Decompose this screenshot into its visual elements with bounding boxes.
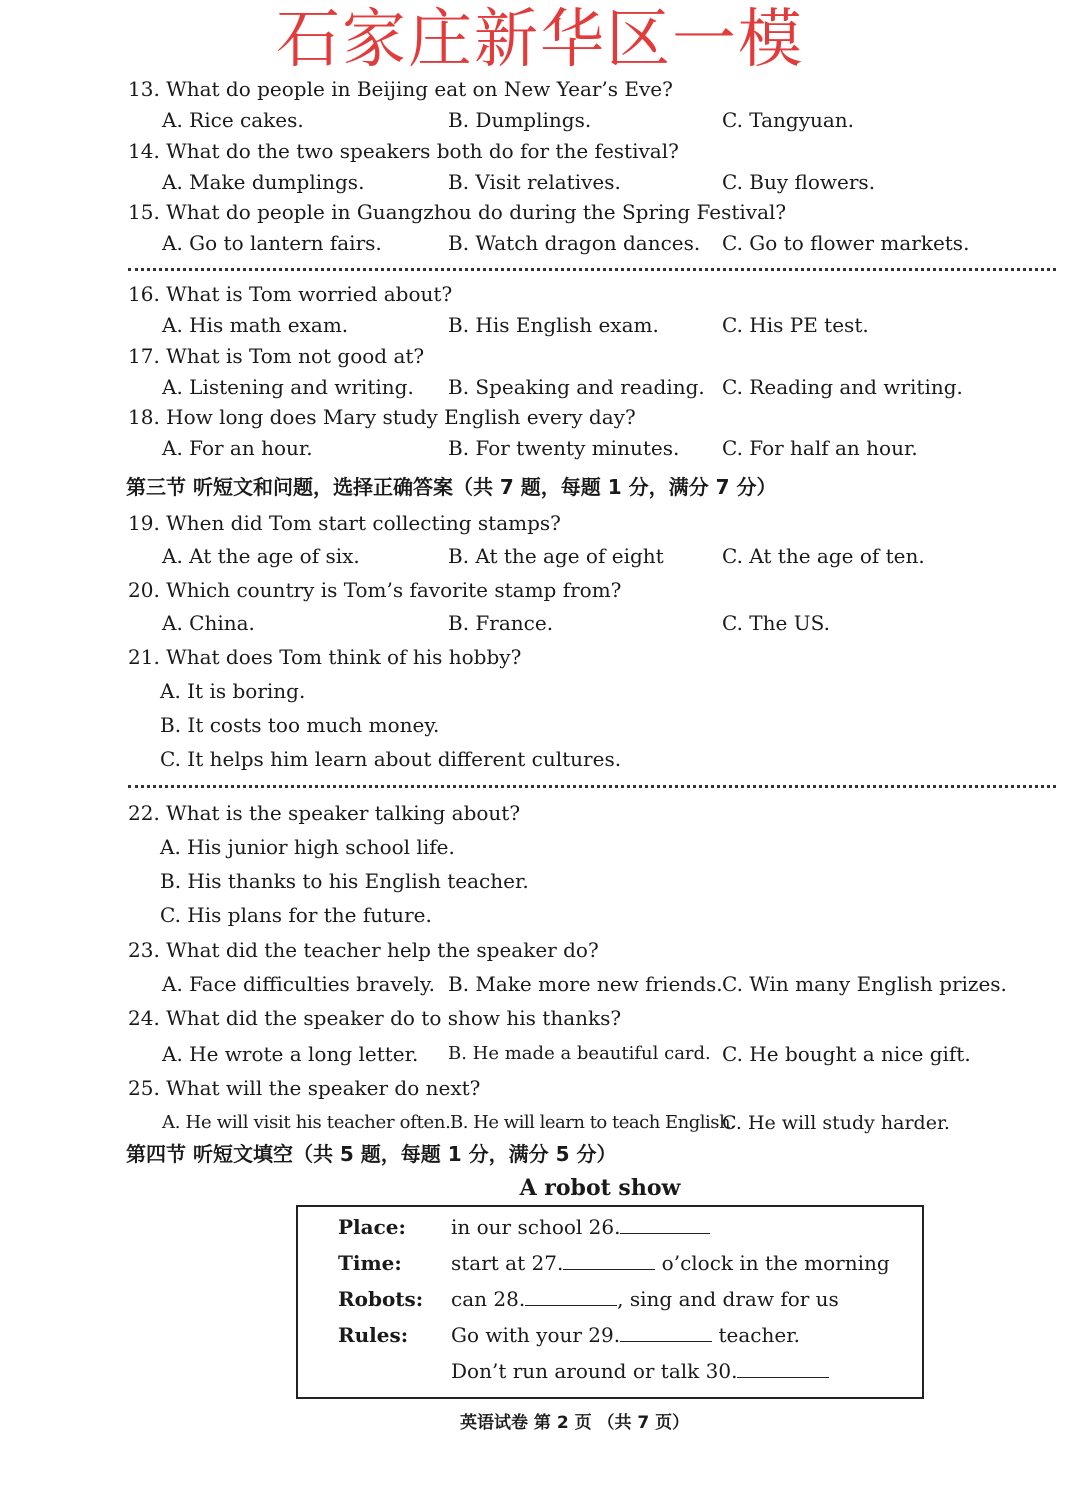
question-24: 24. What did the speaker do to show his thanks? xyxy=(128,1006,622,1030)
q22-option-b: B. His thanks to his English teacher. xyxy=(160,869,529,893)
q22-option-c: C. His plans for the future. xyxy=(160,903,432,927)
rules-suffix-1: teacher. xyxy=(718,1323,800,1347)
dotted-divider xyxy=(128,785,1056,788)
question-13: 13. What do people in Beijing eat on New Year’s Eve? xyxy=(128,77,673,101)
place-text: in our school 26. xyxy=(451,1215,621,1239)
dotted-divider xyxy=(128,268,1056,271)
q23-option-b: B. Make more new friends. xyxy=(448,972,723,996)
q21-option-b: B. It costs too much money. xyxy=(160,713,440,737)
q16-option-a: A. His math exam. xyxy=(162,313,349,337)
blank-30[interactable] xyxy=(737,1359,829,1378)
rules-text-1: Go with your 29. xyxy=(451,1323,621,1347)
q15-option-b: B. Watch dragon dances. xyxy=(448,231,701,255)
question-23: 23. What did the teacher help the speaker do? xyxy=(128,938,599,962)
q18-option-c: C. For half an hour. xyxy=(722,436,918,460)
q18-option-a: A. For an hour. xyxy=(162,436,313,460)
q16-option-b: B. His English exam. xyxy=(448,313,659,337)
question-18: 18. How long does Mary study English every day? xyxy=(128,405,636,429)
rules-text-2: Don’t run around or talk 30. xyxy=(451,1359,738,1383)
time-row xyxy=(451,1249,890,1277)
q20-option-c: C. The US. xyxy=(722,611,830,635)
blank-29[interactable] xyxy=(620,1323,712,1342)
q23-option-a: A. Face difficulties bravely. xyxy=(162,972,435,996)
rules-label: Rules: xyxy=(338,1323,409,1347)
q19-option-b: B. At the age of eight xyxy=(448,544,664,568)
q24-option-b: B. He made a beautiful card. xyxy=(448,1043,711,1064)
question-25: 25. What will the speaker do next? xyxy=(128,1076,481,1100)
q25-option-b: B. He will learn to teach English. xyxy=(450,1112,736,1133)
q22-option-a: A. His junior high school life. xyxy=(160,835,455,859)
rules-row-2 xyxy=(451,1357,829,1385)
q21-option-a: A. It is boring. xyxy=(160,679,306,703)
q17-option-a: A. Listening and writing. xyxy=(162,375,414,399)
q15-option-c: C. Go to flower markets. xyxy=(722,231,970,255)
q13-option-c: C. Tangyuan. xyxy=(722,108,855,132)
q24-option-c: C. He bought a nice gift. xyxy=(722,1042,971,1066)
q14-option-c: C. Buy flowers. xyxy=(722,170,876,194)
question-17: 17. What is Tom not good at? xyxy=(128,344,425,368)
q17-option-c: C. Reading and writing. xyxy=(722,375,963,399)
time-text: start at 27. xyxy=(451,1251,564,1275)
q19-option-c: C. At the age of ten. xyxy=(722,544,925,568)
q17-option-b: B. Speaking and reading. xyxy=(448,375,705,399)
q15-option-a: A. Go to lantern fairs. xyxy=(162,231,382,255)
q25-option-c: C. He will study harder. xyxy=(722,1112,950,1134)
q19-option-a: A. At the age of six. xyxy=(162,544,360,568)
q24-option-a: A. He wrote a long letter. xyxy=(162,1042,419,1066)
robots-label: Robots: xyxy=(338,1287,424,1311)
question-14: 14. What do the two speakers both do for the festival? xyxy=(128,139,679,163)
question-15: 15. What do people in Guangzhou do during the Spring Festival? xyxy=(128,200,787,224)
blank-26[interactable] xyxy=(620,1215,710,1234)
rules-row-1 xyxy=(451,1321,800,1349)
question-19: 19. When did Tom start collecting stamps? xyxy=(128,511,561,535)
question-20: 20. Which country is Tom’s favorite stamp from? xyxy=(128,578,622,602)
q13-option-a: A. Rice cakes. xyxy=(162,108,304,132)
place-row xyxy=(451,1213,710,1241)
page-footer: 英语试卷 第 2 页 （共 7 页） xyxy=(460,1413,690,1433)
q25-option-a: A. He will visit his teacher often. xyxy=(162,1112,451,1133)
q16-option-c: C. His PE test. xyxy=(722,313,869,337)
blank-28[interactable] xyxy=(525,1287,617,1306)
q14-option-b: B. Visit relatives. xyxy=(448,170,621,194)
q18-option-b: B. For twenty minutes. xyxy=(448,436,680,460)
robot-show-title: A robot show xyxy=(519,1175,681,1201)
robots-row xyxy=(451,1285,839,1313)
robots-suffix: , sing and draw for us xyxy=(617,1287,839,1311)
q20-option-b: B. France. xyxy=(448,611,554,635)
time-label: Time: xyxy=(338,1251,402,1275)
q23-option-c: C. Win many English prizes. xyxy=(722,972,1007,996)
watermark-banner: 石家庄新华区一模 xyxy=(276,3,804,77)
question-21: 21. What does Tom think of his hobby? xyxy=(128,645,522,669)
q13-option-b: B. Dumplings. xyxy=(448,108,592,132)
q21-option-c: C. It helps him learn about different cultures. xyxy=(160,747,622,771)
q14-option-a: A. Make dumplings. xyxy=(162,170,365,194)
blank-27[interactable] xyxy=(563,1251,655,1270)
robots-text: can 28. xyxy=(451,1287,526,1311)
q20-option-a: A. China. xyxy=(162,611,255,635)
place-label: Place: xyxy=(338,1215,406,1239)
question-22: 22. What is the speaker talking about? xyxy=(128,801,521,825)
section-3-heading: 第三节 听短文和问题，选择正确答案（共 7 题，每题 1 分，满分 7 分） xyxy=(126,475,777,499)
section-4-heading: 第四节 听短文填空（共 5 题，每题 1 分，满分 5 分） xyxy=(126,1142,617,1166)
time-suffix: o’clock in the morning xyxy=(661,1251,890,1275)
question-16: 16. What is Tom worried about? xyxy=(128,282,453,306)
